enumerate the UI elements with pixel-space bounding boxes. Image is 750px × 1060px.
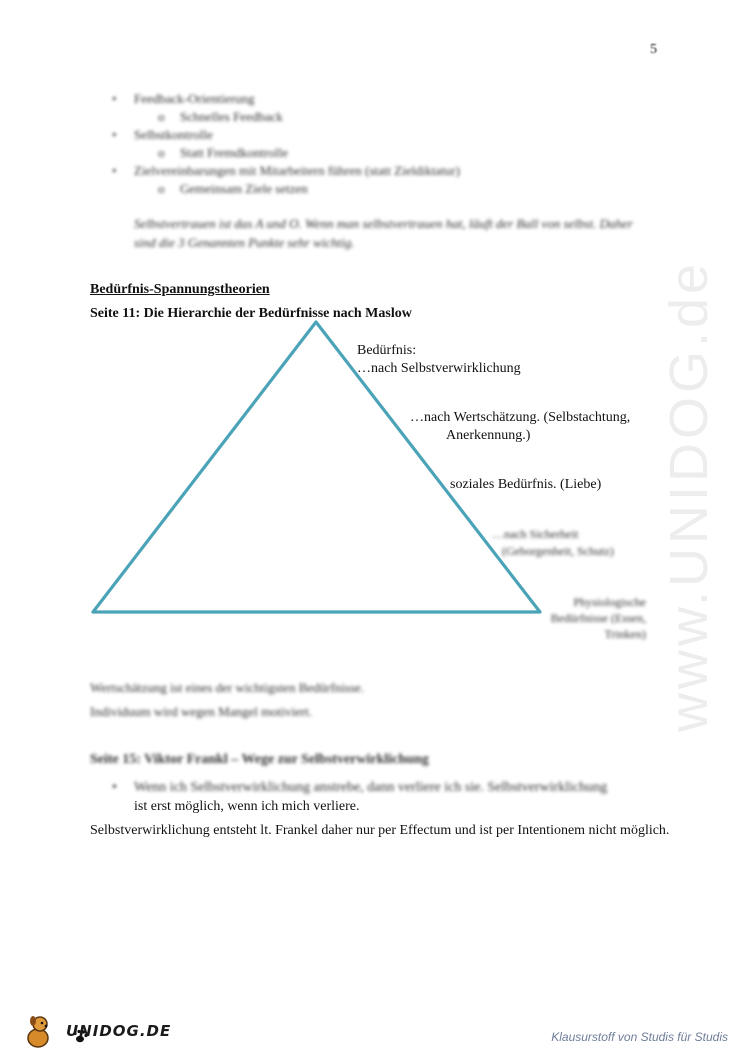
list-subitem: o Gemeinsam Ziele setzen [158, 181, 308, 196]
bullet-icon: • [112, 780, 117, 795]
conclusion-paragraph: Selbstverwirklichung entsteht lt. Frankel daher nur per Effectum und ist per Intentionem nicht möglich. [90, 823, 670, 838]
pyramid-level-4: …nach Sicherheit (Geborgenheit, Schutz) [492, 527, 614, 558]
bullet-icon: • [112, 163, 117, 178]
bullet-icon: • [112, 127, 117, 142]
list-subitem: o Statt Fremdkontrolle [158, 145, 288, 160]
top-bullet-list [112, 90, 672, 198]
pyramid-level-2: …nach Wertschätzung. (Selbstachtung, Anerkennung.) [410, 410, 631, 443]
section-heading: Bedürfnis-Spannungstheorien [90, 282, 270, 297]
watermark: www.UNIDOG.de [659, 259, 719, 732]
footer-tagline: Klausurstoff von Studis für Studis [551, 1030, 728, 1044]
list-item: • Selbstkontrolle [112, 127, 213, 142]
frankl-bullet: • Wenn ich Selbstverwirklichung anstrebe, dann verliere ich sie. Selbstverwirklichung ist erst möglich, wenn ich mich verliere. [112, 780, 608, 814]
dog-icon [28, 1016, 48, 1047]
pyramid-level-5: Physiologische Bedürfnisse (Essen, Trinken) [550, 595, 646, 641]
paragraph: Wertschätzung ist eines der wichtigsten Bedürfnisse. [90, 680, 365, 695]
logo-text: UNIDOG.DE [66, 1022, 172, 1040]
list-subitem: o Schnelles Feedback [158, 109, 283, 124]
frankl-heading: Seite 15: Viktor Frankl – Wege zur Selbstverwirklichung [90, 752, 429, 767]
list-item: • Zielvereinbarungen mit Mitarbeitern führen (statt Zieldiktatur) [112, 163, 460, 178]
bullet-icon: • [112, 91, 117, 106]
section-subheading: Seite 11: Die Hierarchie der Bedürfnisse nach Maslow [90, 306, 412, 321]
italic-note: Selbstvertrauen ist das A und O. Wenn man selbstvertrauen hat, läuft der Ball von selbst. Daher sind die 3 Genannten Punkte sehr wichtig. [134, 216, 633, 250]
circle-bullet-icon: o [158, 181, 165, 196]
pyramid-level-3: soziales Bedürfnis. (Liebe) [450, 477, 602, 492]
page-number: 5 [650, 42, 657, 57]
circle-bullet-icon: o [158, 145, 165, 160]
circle-bullet-icon: o [158, 109, 165, 124]
list-item: • Feedback-Orientierung [112, 91, 255, 106]
paragraph: Individuum wird wegen Mangel motiviert. [90, 704, 313, 719]
pyramid-level-1: Bedürfnis: …nach Selbstverwirklichung [357, 343, 521, 376]
